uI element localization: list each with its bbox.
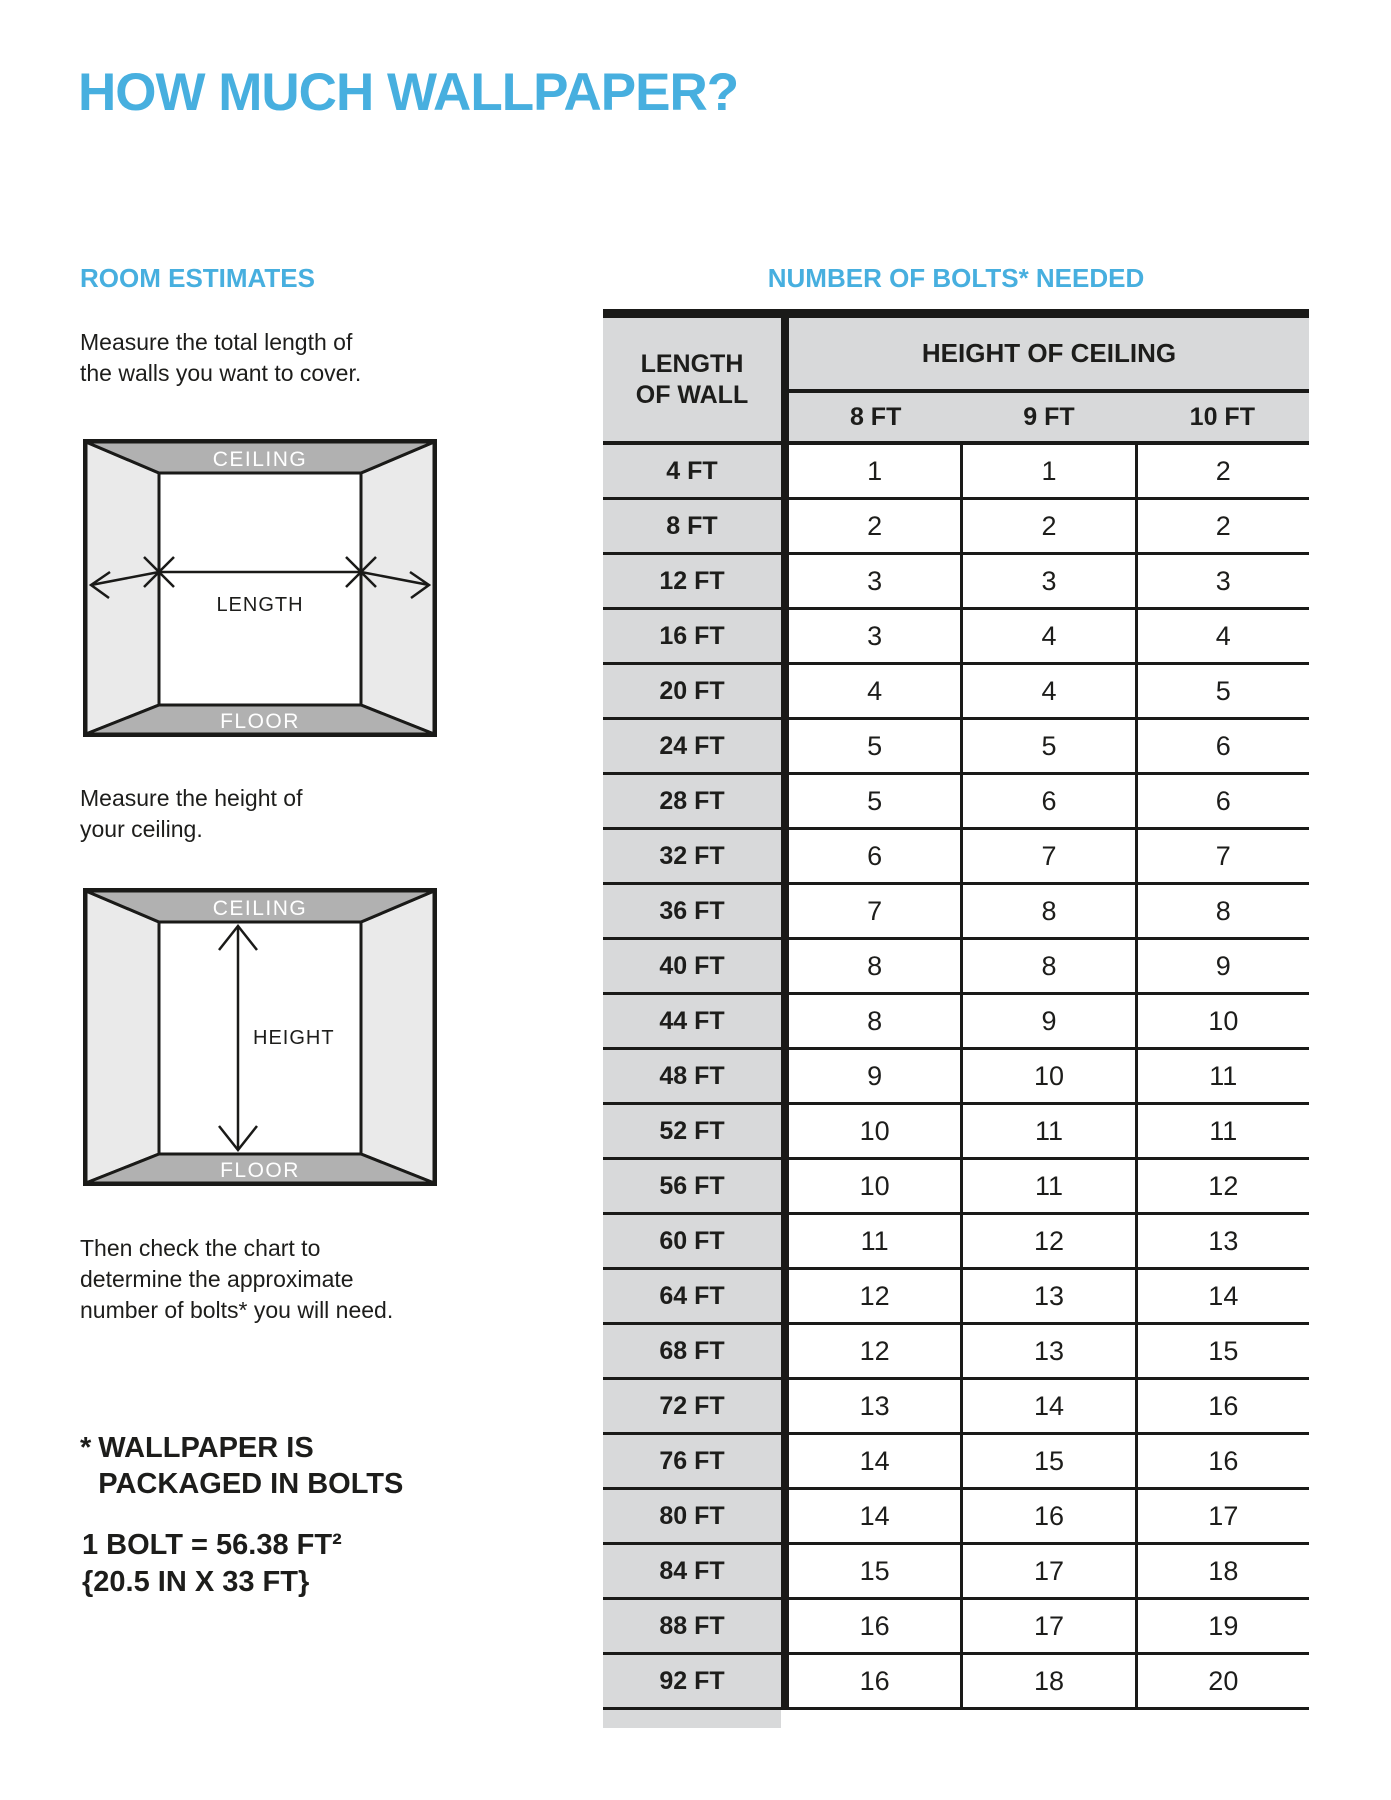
- table-row: [603, 445, 1309, 500]
- bolt-count-cell: 2: [963, 500, 1137, 552]
- wall-length-label: 60 FT: [603, 1215, 789, 1267]
- ceiling-height-header-group: [789, 318, 1309, 441]
- table-row: [603, 665, 1309, 720]
- bolt-count-cell: 8: [963, 940, 1137, 992]
- bolt-count-cell: 8: [963, 885, 1137, 937]
- bolt-count-cell: 19: [1138, 1600, 1309, 1652]
- col-header-9ft: 9 FT: [1023, 402, 1075, 431]
- bolt-count-cell: 13: [1138, 1215, 1309, 1267]
- bolt-count-cell: 5: [789, 775, 963, 827]
- bolt-count-cell: 8: [789, 995, 963, 1047]
- table-row: [603, 500, 1309, 555]
- bolt-count-cell: 5: [963, 720, 1137, 772]
- wall-length-label: 72 FT: [603, 1380, 789, 1432]
- table-row: [603, 1545, 1309, 1600]
- bolt-count-cell: 5: [1138, 665, 1309, 717]
- bolt-count-cell: 14: [789, 1435, 963, 1487]
- wall-length-label: 28 FT: [603, 775, 789, 827]
- bolt-count-cell: 17: [963, 1600, 1137, 1652]
- bolt-count-cell: 16: [789, 1600, 963, 1652]
- table-row: [603, 1160, 1309, 1215]
- wall-length-label: 84 FT: [603, 1545, 789, 1597]
- bolt-count-cell: 14: [963, 1380, 1137, 1432]
- step2-line2: your ceiling.: [80, 816, 203, 842]
- wall-length-label: 4 FT: [603, 445, 789, 497]
- length-label: LENGTH: [216, 594, 304, 616]
- height-of-ceiling-header: HEIGHT OF CEILING: [789, 318, 1309, 393]
- table-row: [603, 1105, 1309, 1160]
- left-wall: [86, 891, 159, 1183]
- table-row: [603, 1600, 1309, 1655]
- room-estimates-heading: ROOM ESTIMATES: [80, 263, 315, 293]
- bolt-count-cell: 6: [963, 775, 1137, 827]
- wall-length-label: 48 FT: [603, 1050, 789, 1102]
- ceiling-height-columns: [789, 393, 1309, 441]
- wall-length-label: 92 FT: [603, 1655, 789, 1707]
- bolt-count-cell: 1: [789, 445, 963, 497]
- bolt-count-cell: 1: [963, 445, 1137, 497]
- bolt-count-cell: 6: [1138, 775, 1309, 827]
- bolt-count-cell: 10: [1138, 995, 1309, 1047]
- table-body: [603, 445, 1309, 1710]
- bolt-count-cell: 12: [789, 1270, 963, 1322]
- wall-length-label: 24 FT: [603, 720, 789, 772]
- height-label: HEIGHT: [253, 1027, 335, 1049]
- table-row: [603, 555, 1309, 610]
- bolt-count-cell: 16: [963, 1490, 1137, 1542]
- bolts-table-heading: NUMBER OF BOLTS* NEEDED: [767, 263, 1145, 293]
- step2-text: [80, 783, 302, 845]
- bolt-size-line1: 1 BOLT = 56.38 FT²: [82, 1529, 342, 1561]
- col-header-10ft: 10 FT: [1189, 402, 1255, 431]
- table-row: [603, 1050, 1309, 1105]
- length-diagram-svg: [83, 439, 437, 737]
- step3-line3: number of bolts* you will need.: [80, 1297, 394, 1323]
- wall-length-label: 64 FT: [603, 1270, 789, 1322]
- bolt-count-cell: 4: [963, 610, 1137, 662]
- wall-length-label: 12 FT: [603, 555, 789, 607]
- bolt-count-cell: 7: [789, 885, 963, 937]
- height-diagram-svg: [83, 888, 437, 1186]
- bolt-count-cell: 3: [789, 610, 963, 662]
- bolt-count-cell: 11: [1138, 1050, 1309, 1102]
- step1-text: [80, 327, 361, 389]
- table-row: [603, 1655, 1309, 1710]
- wall-length-label: 8 FT: [603, 500, 789, 552]
- bolt-size-line2: {20.5 IN X 33 FT}: [82, 1566, 310, 1598]
- table-bottom-stub: [603, 1710, 781, 1728]
- bolts-footnote: [80, 1430, 403, 1502]
- col-header-8ft: 8 FT: [849, 402, 902, 431]
- wall-length-label: 88 FT: [603, 1600, 789, 1652]
- table-row: [603, 610, 1309, 665]
- wall-length-label: 36 FT: [603, 885, 789, 937]
- ceiling-label: CEILING: [212, 897, 308, 920]
- table-row: [603, 830, 1309, 885]
- step2-line1: Measure the height of: [80, 785, 303, 811]
- bolt-count-cell: 16: [1138, 1435, 1309, 1487]
- table-header: [603, 318, 1309, 445]
- bolt-count-cell: 18: [1138, 1545, 1309, 1597]
- table-row: [603, 940, 1309, 995]
- bolt-count-cell: 11: [1138, 1105, 1309, 1157]
- bolt-count-cell: 13: [963, 1325, 1137, 1377]
- table-row: [603, 885, 1309, 940]
- wall-length-label: 80 FT: [603, 1490, 789, 1542]
- step3-line1: Then check the chart to: [80, 1235, 321, 1261]
- bolt-count-cell: 6: [789, 830, 963, 882]
- bolt-count-cell: 2: [1138, 445, 1309, 497]
- bolt-count-cell: 3: [963, 555, 1137, 607]
- bolt-count-cell: 10: [963, 1050, 1137, 1102]
- wall-length-label: 44 FT: [603, 995, 789, 1047]
- length-of-wall-header: [603, 318, 789, 441]
- footnote-line2: PACKAGED IN BOLTS: [98, 1468, 404, 1500]
- wall-length-label: 32 FT: [603, 830, 789, 882]
- floor-label: FLOOR: [220, 710, 300, 733]
- wall-length-label: 56 FT: [603, 1160, 789, 1212]
- bolt-count-cell: 11: [963, 1160, 1137, 1212]
- table-top-border: [603, 309, 1309, 318]
- table-row: [603, 1380, 1309, 1435]
- table-row: [603, 1270, 1309, 1325]
- wall-length-label: 20 FT: [603, 665, 789, 717]
- bolt-count-cell: 8: [789, 940, 963, 992]
- bolt-count-cell: 10: [789, 1105, 963, 1157]
- bolt-count-cell: 14: [1138, 1270, 1309, 1322]
- bolt-count-cell: 12: [963, 1215, 1137, 1267]
- wall-length-label: 40 FT: [603, 940, 789, 992]
- wall-length-label: 68 FT: [603, 1325, 789, 1377]
- bolt-count-cell: 12: [789, 1325, 963, 1377]
- bolt-count-cell: 5: [789, 720, 963, 772]
- step1-line2: the walls you want to cover.: [80, 360, 362, 386]
- floor-label: FLOOR: [220, 1159, 300, 1182]
- bolt-count-cell: 11: [789, 1215, 963, 1267]
- table-row: [603, 1215, 1309, 1270]
- bolt-count-cell: 6: [1138, 720, 1309, 772]
- bolt-count-cell: 14: [789, 1490, 963, 1542]
- height-diagram: [83, 888, 437, 1186]
- table-row: [603, 1490, 1309, 1545]
- bolt-count-cell: 4: [963, 665, 1137, 717]
- back-wall: [159, 473, 361, 705]
- step3-line2: determine the approximate: [80, 1266, 354, 1292]
- bolt-count-cell: 15: [789, 1545, 963, 1597]
- footnote-line1: WALLPAPER IS: [98, 1432, 314, 1464]
- bolt-count-cell: 12: [1138, 1160, 1309, 1212]
- page-title: HOW MUCH WALLPAPER?: [78, 63, 739, 122]
- length-of-wall-line1: LENGTH: [640, 349, 744, 378]
- length-of-wall-line2: OF WALL: [635, 380, 749, 409]
- table-row: [603, 1435, 1309, 1490]
- bolt-count-cell: 16: [1138, 1380, 1309, 1432]
- length-diagram: [83, 439, 437, 737]
- bolt-count-cell: 2: [1138, 500, 1309, 552]
- bolt-count-cell: 10: [789, 1160, 963, 1212]
- table-row: [603, 1325, 1309, 1380]
- table-row: [603, 720, 1309, 775]
- bolt-count-cell: 16: [789, 1655, 963, 1707]
- ceiling-label: CEILING: [212, 448, 308, 471]
- bolt-count-cell: 7: [1138, 830, 1309, 882]
- bolt-count-cell: 2: [789, 500, 963, 552]
- wall-length-label: 52 FT: [603, 1105, 789, 1157]
- bolt-count-cell: 8: [1138, 885, 1309, 937]
- bolt-count-cell: 15: [963, 1435, 1137, 1487]
- bolt-count-cell: 9: [789, 1050, 963, 1102]
- bolt-count-cell: 11: [963, 1105, 1137, 1157]
- bolt-count-cell: 9: [963, 995, 1137, 1047]
- bolt-count-cell: 20: [1138, 1655, 1309, 1707]
- footnote-lines: [98, 1430, 403, 1502]
- bolt-count-cell: 4: [789, 665, 963, 717]
- bolt-size-info: [82, 1527, 342, 1601]
- bolt-count-cell: 3: [1138, 555, 1309, 607]
- bolt-count-cell: 7: [963, 830, 1137, 882]
- bolts-table: [603, 309, 1309, 1728]
- wall-length-label: 16 FT: [603, 610, 789, 662]
- step3-text: [80, 1233, 393, 1326]
- bolt-count-cell: 9: [1138, 940, 1309, 992]
- table-row: [603, 995, 1309, 1050]
- asterisk: *: [80, 1432, 92, 1464]
- right-wall: [361, 891, 434, 1183]
- bolt-count-cell: 17: [1138, 1490, 1309, 1542]
- bolt-count-cell: 17: [963, 1545, 1137, 1597]
- bolt-count-cell: 18: [963, 1655, 1137, 1707]
- bolt-count-cell: 15: [1138, 1325, 1309, 1377]
- wall-length-label: 76 FT: [603, 1435, 789, 1487]
- bolt-count-cell: 4: [1138, 610, 1309, 662]
- bolt-count-cell: 13: [963, 1270, 1137, 1322]
- table-row: [603, 775, 1309, 830]
- step1-line1: Measure the total length of: [80, 329, 353, 355]
- bolt-count-cell: 13: [789, 1380, 963, 1432]
- bolt-count-cell: 3: [789, 555, 963, 607]
